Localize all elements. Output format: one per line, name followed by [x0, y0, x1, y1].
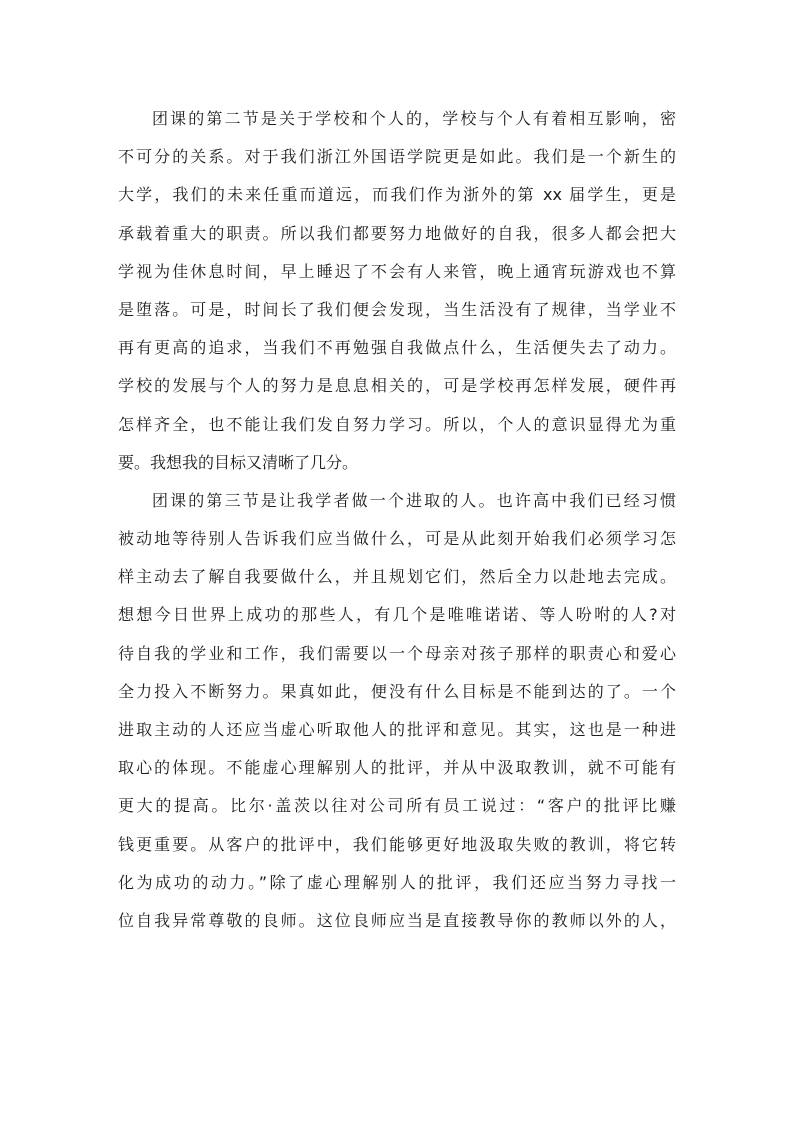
paragraph-line: 要。我想我的目标又清晰了几分。: [118, 452, 359, 472]
paragraph-line: 更大的提高。比尔·盖茨以往对公司所有员工说过：“客户的批评比赚: [118, 796, 676, 816]
paragraph-line: 全力投入不断努力。果真如此，便没有什么目标是不能到达的了。一个: [118, 681, 676, 701]
paragraph-line: 团课的第三节是让我学者做一个进取的人。也许高中我们已经习惯: [152, 490, 676, 510]
paragraph-school-and-individual: [118, 100, 676, 482]
paragraph-line: 进取主动的人还应当虚心听取他人的批评和意见。其实，这也是一种进: [118, 720, 676, 739]
paragraph-line: 团课的第二节是关于学校和个人的，学校与个人有着相互影响，密: [152, 109, 676, 128]
paragraph-line: 取心的体现。不能虚心理解别人的批评，并从中汲取教训，就不可能有: [118, 758, 676, 778]
paragraph-line: 想想今日世界上成功的那些人，有几个是唯唯诺诺、等人吩咐的人?对: [118, 605, 676, 625]
document-body: [118, 100, 676, 940]
paragraph-line: 钱更重要。从客户的批评中，我们能够更好地汲取失败的教训，将它转: [118, 834, 676, 854]
paragraph-line: 不可分的关系。对于我们浙江外国语学院更是如此。我们是一个新生的: [118, 147, 676, 167]
paragraph-line: 是堕落。可是，时间长了我们便会发现，当生活没有了规律，当学业不: [118, 299, 676, 319]
paragraph-line: 怎样齐全，也不能让我们发自努力学习。所以，个人的意识显得尤为重: [118, 414, 676, 434]
paragraph-line: 承载着重大的职责。所以我们都要努力地做好的自我，很多人都会把大: [118, 223, 676, 243]
paragraph-line: 样主动去了解自我要做什么，并且规划它们，然后全力以赴地去完成。: [118, 567, 676, 587]
paragraph-line: 大学，我们的未来任重而道远，而我们作为浙外的第 xx 届学生，更是: [118, 185, 676, 205]
paragraph-line: 被动地等待别人告诉我们应当做什么，可是从此刻开始我们必须学习怎: [118, 529, 676, 549]
paragraph-line: 学校的发展与个人的努力是息息相关的，可是学校再怎样发展，硬件再: [118, 376, 676, 396]
paragraph-line: 化为成功的动力。”除了虚心理解别人的批评，我们还应当努力寻找一: [118, 872, 676, 892]
paragraph-being-proactive: [118, 482, 676, 940]
paragraph-line: 再有更高的追求，当我们不再勉强自我做点什么，生活便失去了动力。: [118, 338, 676, 358]
paragraph-line: 学视为佳休息时间，早上睡迟了不会有人来管，晚上通宵玩游戏也不算: [118, 261, 676, 281]
paragraph-line: 待自我的学业和工作，我们需要以一个母亲对孩子那样的职责心和爱心: [118, 643, 676, 663]
paragraph-line: 位自我异常尊敬的良师。这位良师应当是直接教导你的教师以外的人，: [118, 910, 676, 930]
